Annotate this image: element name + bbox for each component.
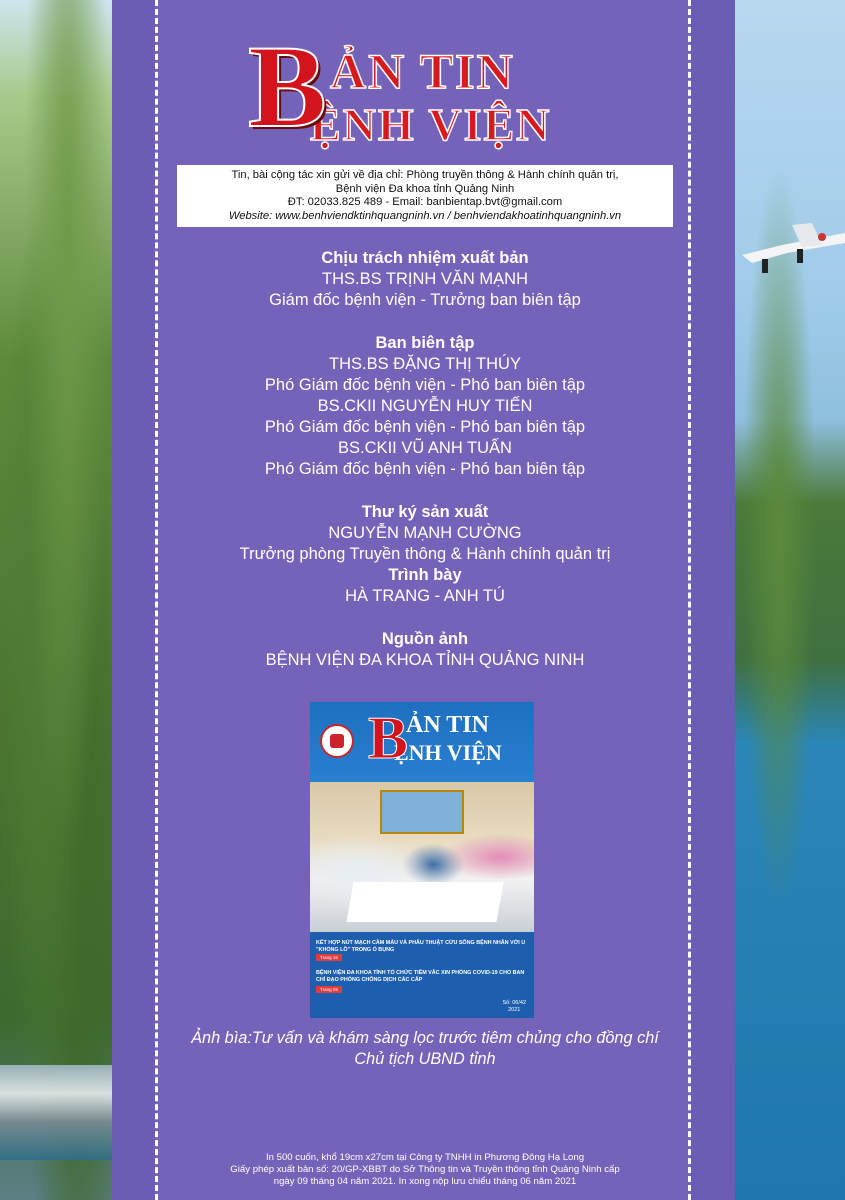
- publisher-name: THS.BS TRỊNH VĂN MẠNH: [322, 270, 528, 288]
- publisher-role: Giám đốc bệnh viện - Trưởng ban biên tập: [269, 291, 581, 309]
- publisher-heading: Chịu trách nhiệm xuất bản: [321, 249, 529, 267]
- cover-photo-window: [380, 790, 464, 834]
- footer-line1: In 500 cuốn, khổ 19cm x27cm tại Công ty TNHH in Phương Đông Hạ Long: [265, 1152, 585, 1163]
- cover-title-line2: ỆNH VIỆN: [394, 740, 502, 765]
- cover-thumbnail: [310, 702, 534, 1018]
- cover-year: 2021: [508, 1007, 521, 1013]
- design-heading: Trình bày: [388, 566, 462, 584]
- cover-issue: Số: 06/42: [502, 1000, 526, 1006]
- contact-box: [177, 165, 673, 227]
- board-heading: Ban biên tập: [375, 334, 475, 352]
- secretary-heading: Thư ký sản xuất: [361, 503, 489, 521]
- board-member-name: BS.CKII NGUYỄN HUY TIẾN: [317, 397, 533, 415]
- cover-issue-number: [502, 1000, 526, 1014]
- contact-phone-email: ĐT: 02033.825 489 - Email: banbientap.bvt@gmail.com: [287, 196, 563, 208]
- background-right-scenery: [735, 0, 845, 1200]
- caption-line1: Ảnh bìa:Tư vấn và khám sàng lọc trước tiêm chủng cho đồng chí: [191, 1029, 659, 1047]
- board-member-role: Phó Giám đốc bệnh viện - Phó ban biên tập: [264, 460, 586, 478]
- background-left-scenery: [0, 0, 112, 1200]
- cover-headline-1: KẾT HỢP NÚT MẠCH CẦM MÁU VÀ PHẪU THUẬT CỨU SỐNG BỆNH NHÂN VỚI U "KHỔNG LỒ" TRONG Ổ BỤNG: [316, 940, 526, 953]
- design-names: HÀ TRANG - ANH TÚ: [345, 587, 505, 605]
- editorial-credits: [160, 248, 690, 671]
- cover-headline-2: BỆNH VIỆN ĐA KHOA TỈNH TỔ CHỨC TIÊM VẮC XIN PHÒNG COVID-19 CHO BAN CHỈ ĐẠO PHÒNG CHỐNG DỊCH CÁC CẤP: [316, 970, 525, 983]
- board-member-role: Phó Giám đốc bệnh viện - Phó ban biên tập: [264, 376, 586, 394]
- photo-source: BỆNH VIỆN ĐA KHOA TỈNH QUẢNG NINH: [265, 651, 585, 669]
- masthead-line2: ỆNH VIỆN: [310, 99, 552, 150]
- secretary-name: NGUYỄN MẠNH CƯỜNG: [328, 524, 522, 542]
- cover-header: [310, 702, 534, 782]
- contact-website: Website: www.benhviendktinhquangninh.vn / benhviendakhoatinhquangninh.vn: [228, 209, 622, 222]
- seaplane-image: [742, 215, 845, 275]
- board-member-role: Phó Giám đốc bệnh viện - Phó ban biên tập: [264, 418, 586, 436]
- board-member-name: THS.BS ĐẶNG THỊ THÚY: [329, 355, 521, 373]
- cover-big-letter: B: [368, 705, 409, 771]
- cover-title-line1: ẢN TIN: [406, 712, 489, 738]
- contact-address: Tin, bài cộng tác xin gửi về địa chỉ: Phòng truyền thông & Hành chính quản trị,: [231, 169, 619, 181]
- footer-line3: ngày 09 tháng 04 năm 2021. In xong nộp lưu chiểu tháng 06 năm 2021: [273, 1176, 577, 1187]
- masthead-logo: [248, 21, 608, 152]
- cover-caption: [160, 1028, 690, 1070]
- photo-source-heading: Nguồn ảnh: [381, 630, 469, 648]
- cover-photo: [310, 782, 534, 932]
- cover-headlines: [310, 932, 534, 1018]
- hospital-seal-icon: [320, 724, 354, 758]
- tour-boat-image: [0, 1065, 112, 1160]
- masthead-big-letter: B: [248, 21, 327, 152]
- caption-line2: Chủ tịch UBND tỉnh: [354, 1050, 496, 1068]
- masthead-line1: ẢN TIN: [330, 43, 515, 99]
- cover-photo-table: [346, 882, 503, 922]
- print-info-footer: [160, 1152, 690, 1188]
- footer-line2: Giấy phép xuất bản số: 20/GP-XBBT do Sở Thông tin và Truyền thông tỉnh Quảng Ninh cấp: [230, 1164, 620, 1175]
- secretary-role: Trưởng phòng Truyền thông & Hành chính quản trị: [239, 545, 611, 563]
- cover-page-tag-1: Trang 15: [316, 954, 342, 961]
- board-member-name: BS.CKII VŨ ANH TUẤN: [338, 439, 512, 457]
- cover-page-tag-2: Trang 29: [316, 986, 342, 993]
- contact-hospital: Bệnh viện Đa khoa tỉnh Quảng Ninh: [335, 182, 515, 195]
